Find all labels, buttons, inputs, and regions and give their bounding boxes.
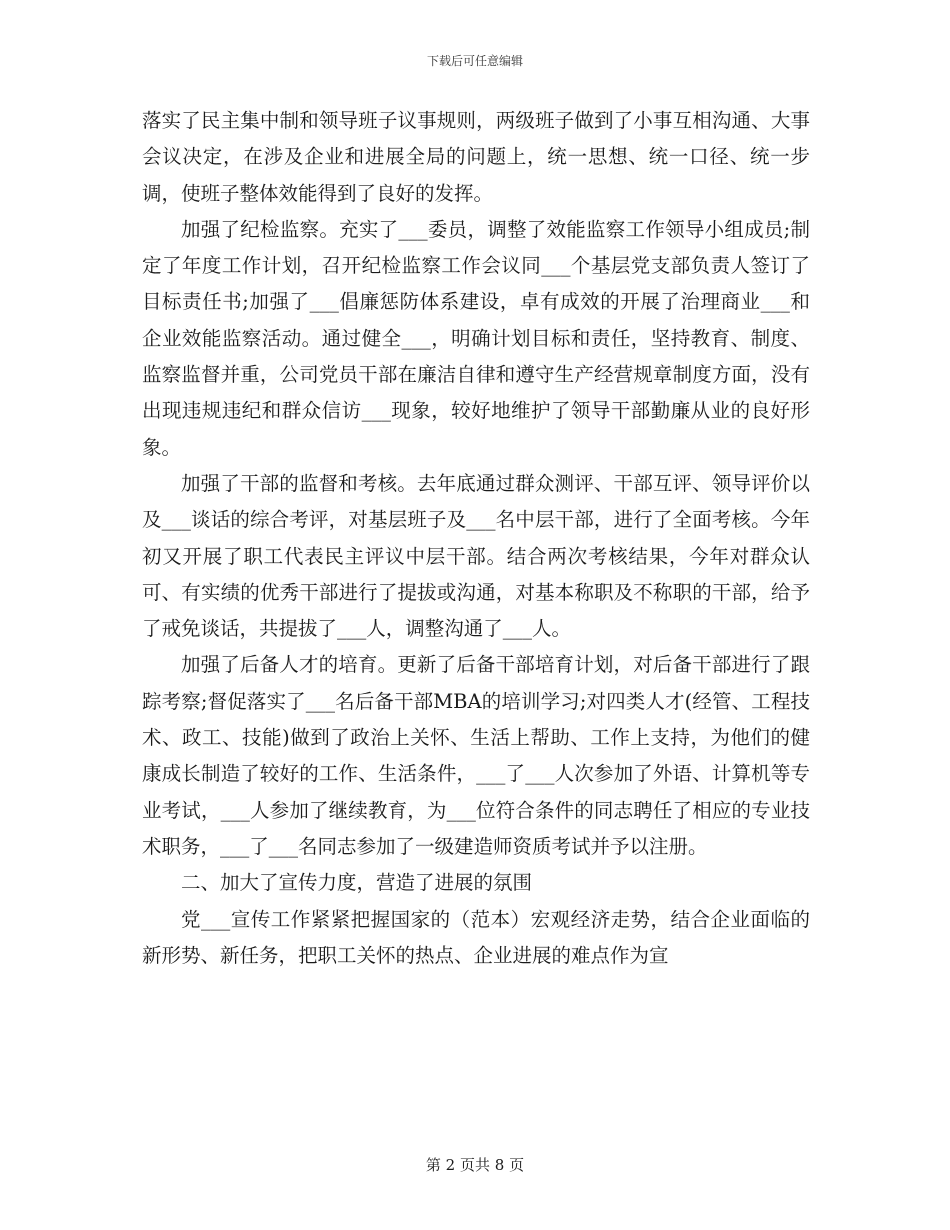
paragraph-2: 加强了纪检监察。充实了___委员，调整了效能监察工作领导小组成员;制定了年度工作计划，召开纪检监察工作会议同___个基层党支部负责人签订了目标责任书;加强了___倡廉惩防体系建设，卓有成效的开展了治理商业___和企业效能监察活动。通过健全___，明确计划目标和责任，坚持教育、制度、监察监督并重，公司党员干部在廉洁自律和遵守生产经营规章制度方面，没有出现违规违纪和群众信访___现象，较好地维护了领导干部勤廉从业的良好形象。 — [142, 217, 810, 459]
page-header — [0, 52, 950, 69]
page-footer — [0, 1154, 950, 1175]
page-number: 第 2 页共 8 页 — [425, 1156, 525, 1174]
section-heading: 二、加大了宣传力度，营造了进展的氛围 — [181, 871, 533, 895]
paragraph-5: 党___宣传工作紧紧把握国家的（范本）宏观经济走势，结合企业面临的新形势、新任务，把职工关怀的热点、企业进展的难点作为宣 — [142, 907, 810, 967]
paragraph-3: 加强了干部的监督和考核。去年底通过群众测评、干部互评、领导评价以及___谈话的综合考评，对基层班子及___名中层干部，进行了全面考核。今年初又开展了职工代表民主评议中层干部。结合两次考核结果，今年对群众认可、有实绩的优秀干部进行了提拔或沟通，对基本称职及不称职的干部，给予了戒免谈话，共提拔了___人，调整沟通了___人。 — [142, 471, 810, 641]
paragraph-1: 落实了民主集中制和领导班子议事规则，两级班子做到了小事互相沟通、大事会议决定，在涉及企业和进展全局的问题上，统一思想、统一口径、统一步调，使班子整体效能得到了良好的发挥。 — [142, 109, 810, 205]
document-body — [142, 103, 810, 974]
header-note: 下载后可任意编辑 — [426, 54, 523, 68]
paragraph-4: 加强了后备人才的培育。更新了后备干部培育计划，对后备干部进行了跟踪考察;督促落实了___名后备干部MBA的培训学习;对四类人才(经管、工程技术、政工、技能)做到了政治上关怀、生活上帮助、工作上支持，为他们的健康成长制造了较好的工作、生活条件，___了___人次参加了外语、计算机等专业考试，___人参加了继续教育，为___位符合条件的同志聘任了相应的专业技术职务，___了___名同志参加了一级建造师资质考试并予以注册。 — [142, 653, 810, 858]
